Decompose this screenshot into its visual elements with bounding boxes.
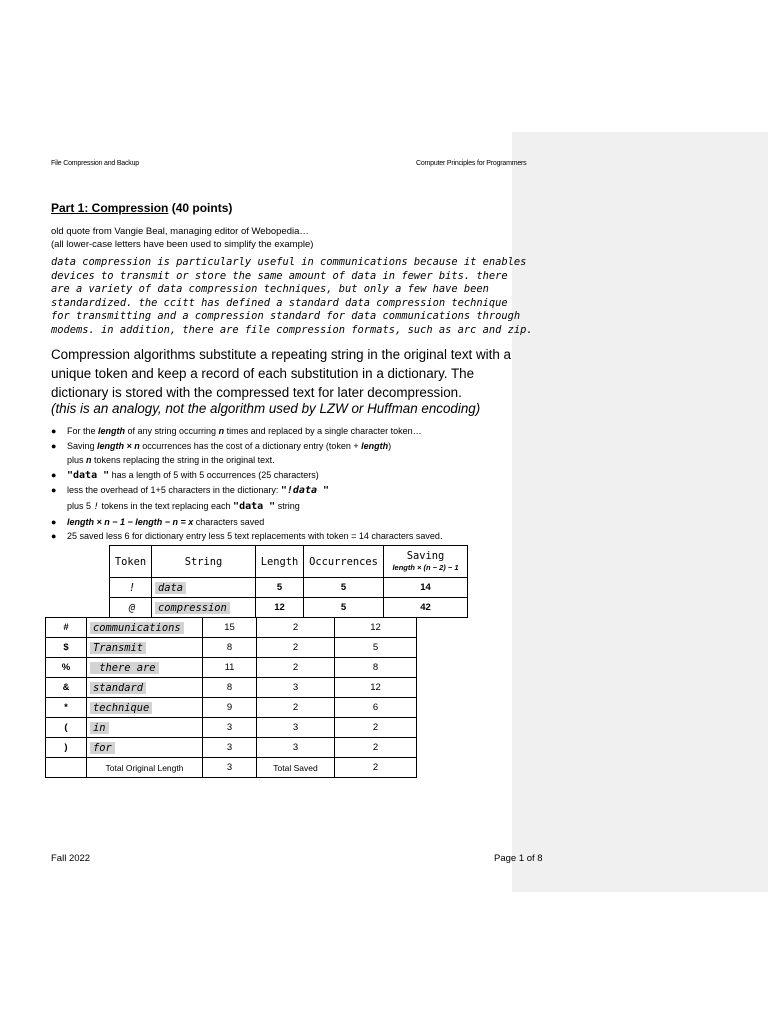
table-row bbox=[46, 718, 417, 738]
bullet-continuation: plus n tokens replacing the string in the original text. bbox=[67, 455, 275, 466]
part-title-main: Part 1: Compression bbox=[51, 201, 169, 215]
bullet-item: ● 25 saved less 6 for dictionary entry less 5 text replacements with token = 14 characters saved. bbox=[51, 529, 511, 544]
length-cell: 3 bbox=[203, 738, 257, 758]
string-cell: compression bbox=[152, 598, 256, 618]
string-cell: technique bbox=[87, 698, 203, 718]
length-cell: 8 bbox=[203, 678, 257, 698]
length-cell: 3 bbox=[203, 718, 257, 738]
bullet-icon: ● bbox=[51, 516, 57, 527]
bullet-continuation: plus 5 ! tokens in the text replacing each "data " string bbox=[67, 500, 300, 512]
table-row bbox=[110, 598, 468, 618]
total-length-cell: 3 bbox=[203, 758, 257, 778]
quote-block: data compression is particularly useful in communications because it enables devices to transmit or store the same amount of data in fewer bits. there are a variety of data compression techniques, but only a few have been standardized. the ccitt has defined a standard data compression technique for transmitting and a compression standard for data communications through modems. in addition, there are file compression formats, such as arc and zip. bbox=[51, 256, 533, 336]
token-cell: % bbox=[46, 658, 87, 678]
table-total-row bbox=[46, 758, 417, 778]
bullet-item: ● "data " has a length of 5 with 5 occurrences (25 characters) bbox=[51, 469, 319, 481]
occurrences-cell: 3 bbox=[257, 718, 335, 738]
length-cell: 12 bbox=[256, 598, 304, 618]
string-cell: standard bbox=[87, 678, 203, 698]
bullet-item: ● For the length of any string occurring n times and replaced by a single character token… bbox=[51, 424, 511, 439]
length-cell: 11 bbox=[203, 658, 257, 678]
saving-cell: 2 bbox=[335, 718, 417, 738]
occurrences-cell: 5 bbox=[304, 578, 384, 598]
part-title bbox=[51, 201, 232, 215]
token-cell bbox=[46, 758, 87, 778]
occurrences-cell: 2 bbox=[257, 638, 335, 658]
part-title-points: (40 points) bbox=[168, 201, 233, 215]
occurrences-cell: 2 bbox=[257, 698, 335, 718]
saving-cell: 12 bbox=[335, 618, 417, 638]
footer-page-number: Page 1 of 8 bbox=[494, 853, 543, 864]
table-row bbox=[46, 658, 417, 678]
dictionary-table-extended bbox=[45, 617, 417, 778]
table-row bbox=[46, 638, 417, 658]
bullet-item: ● length × n − 1 − length − n = x characters saved bbox=[51, 515, 511, 530]
intro-line-1: old quote from Vangie Beal, managing editor of Webopedia… bbox=[51, 226, 309, 237]
token-cell: ) bbox=[46, 738, 87, 758]
token-cell: ! bbox=[110, 578, 152, 598]
length-cell: 9 bbox=[203, 698, 257, 718]
col-length-header: Length bbox=[256, 546, 304, 578]
saving-cell: 6 bbox=[335, 698, 417, 718]
occurrences-cell: 3 bbox=[257, 678, 335, 698]
token-cell: * bbox=[46, 698, 87, 718]
total-original-length-label: Total Original Length bbox=[87, 758, 203, 778]
string-cell: there are bbox=[87, 658, 203, 678]
saving-cell: 42 bbox=[384, 598, 468, 618]
table-header-row bbox=[110, 546, 468, 578]
string-cell: for bbox=[87, 738, 203, 758]
token-cell: @ bbox=[110, 598, 152, 618]
string-cell: Transmit bbox=[87, 638, 203, 658]
intro-line-2: (all lower-case letters have been used to simplify the example) bbox=[51, 239, 314, 250]
token-cell: $ bbox=[46, 638, 87, 658]
table-row bbox=[46, 678, 417, 698]
saving-cell: 14 bbox=[384, 578, 468, 598]
saving-cell: 5 bbox=[335, 638, 417, 658]
saving-header-label: Saving bbox=[406, 549, 445, 562]
token-cell: & bbox=[46, 678, 87, 698]
string-cell: data bbox=[152, 578, 256, 598]
token-cell: ( bbox=[46, 718, 87, 738]
length-cell: 15 bbox=[203, 618, 257, 638]
bullet-icon: ● bbox=[51, 531, 57, 542]
bullet-icon: ● bbox=[51, 440, 57, 451]
saving-cell: 12 bbox=[335, 678, 417, 698]
occurrences-cell: 2 bbox=[257, 618, 335, 638]
occurrences-cell: 5 bbox=[304, 598, 384, 618]
length-cell: 8 bbox=[203, 638, 257, 658]
col-saving-header bbox=[384, 546, 468, 578]
total-saved-label: Total Saved bbox=[257, 758, 335, 778]
explanation-note: (this is an analogy, not the algorithm used by LZW or Huffman encoding) bbox=[51, 401, 481, 416]
table-row bbox=[46, 618, 417, 638]
length-cell: 5 bbox=[256, 578, 304, 598]
bullet-item: ● Saving length × n occurrences has the cost of a dictionary entry (token + length) bbox=[51, 439, 511, 454]
col-occurrences-header: Occurrences bbox=[304, 546, 384, 578]
saving-header-formula: length × (n − 2) − 1 bbox=[392, 562, 459, 572]
footer-left: Fall 2022 bbox=[51, 853, 91, 864]
string-cell: in bbox=[87, 718, 203, 738]
explanation-paragraph: Compression algorithms substitute a repeating string in the original text with a unique token and keep a record of each substitution in a dictionary. The dictionary is stored with the compressed text for later decompression. bbox=[51, 347, 511, 400]
saving-cell: 2 bbox=[335, 738, 417, 758]
col-string-header: String bbox=[152, 546, 256, 578]
total-saving-cell: 2 bbox=[335, 758, 417, 778]
string-cell: communications bbox=[87, 618, 203, 638]
table-row bbox=[110, 578, 468, 598]
bullet-icon: ● bbox=[51, 469, 57, 480]
table-row bbox=[46, 738, 417, 758]
token-cell: # bbox=[46, 618, 87, 638]
bullet-list bbox=[51, 424, 511, 544]
occurrences-cell: 2 bbox=[257, 658, 335, 678]
header-right: Computer Principles for Programmers bbox=[416, 160, 527, 167]
saving-cell: 8 bbox=[335, 658, 417, 678]
col-token-header: Token bbox=[110, 546, 152, 578]
comment-pane bbox=[512, 132, 768, 892]
bullet-item: ● less the overhead of 1+5 characters in the dictionary: "!data " bbox=[51, 485, 330, 497]
occurrences-cell: 3 bbox=[257, 738, 335, 758]
bullet-icon: ● bbox=[51, 426, 57, 436]
table-row bbox=[46, 698, 417, 718]
bullet-icon: ● bbox=[51, 485, 57, 496]
dictionary-table-header bbox=[109, 545, 468, 618]
header-left: File Compression and Backup bbox=[51, 160, 139, 167]
